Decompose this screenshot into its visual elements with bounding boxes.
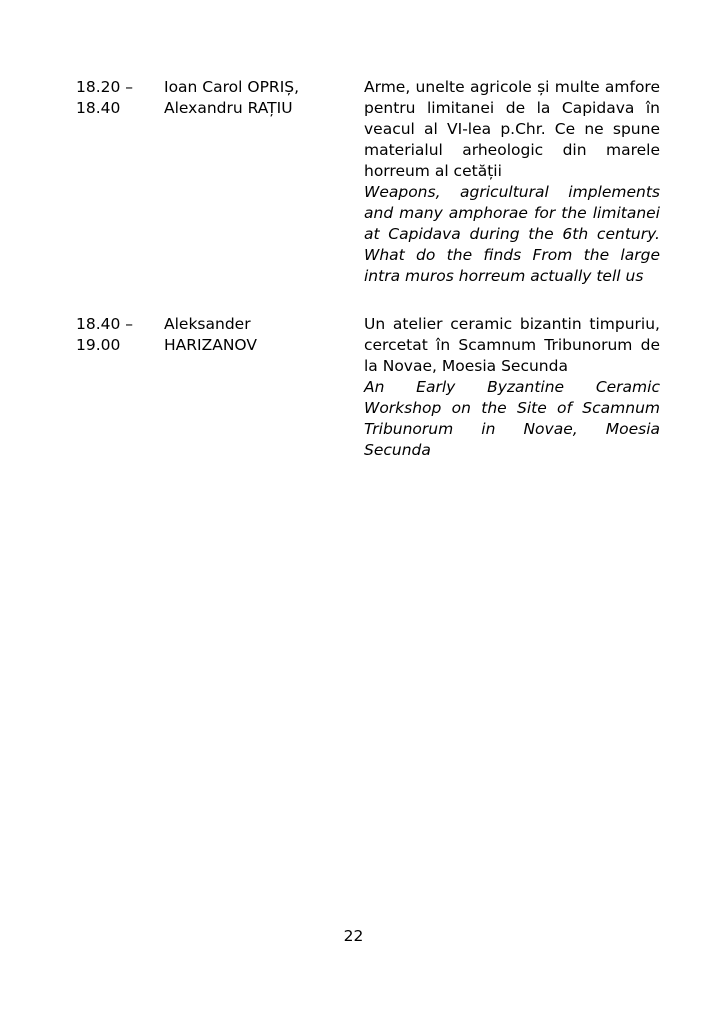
time-start: 18.40 – — [76, 315, 134, 333]
title-line: Weapons, agricultural implements — [364, 183, 660, 201]
session-time — [76, 314, 160, 356]
talk-title-romanian — [364, 314, 660, 377]
title-line: Secunda — [364, 441, 431, 459]
title-line: and many amphorae for the limitanei — [364, 204, 660, 222]
title-line: What do the finds From the large — [364, 246, 660, 264]
speaker-name: Ioan Carol OPRIȘ, — [164, 78, 300, 96]
time-start: 18.20 – — [76, 78, 134, 96]
talk-title-english — [364, 182, 660, 287]
title-line: materialul arheologic din marele — [364, 141, 660, 159]
title-line: veacul al VI-lea p.Chr. Ce ne spune — [364, 120, 660, 138]
title-line: Workshop on the Site of Scamnum — [364, 399, 660, 417]
speaker-name: Aleksander — [164, 315, 251, 333]
title-line: cercetat în Scamnum Tribunorum de — [364, 336, 660, 354]
title-line: Un atelier ceramic bizantin timpuriu, — [364, 315, 660, 333]
title-line: at Capidava during the 6th century. — [364, 225, 660, 243]
title-line: Tribunorum in Novae, Moesia — [364, 420, 660, 438]
time-end: 18.40 — [76, 99, 121, 117]
talk-title — [364, 314, 660, 461]
title-line: An Early Byzantine Ceramic — [364, 378, 660, 396]
talk-title-romanian — [364, 77, 660, 182]
title-line: la Novae, Moesia Secunda — [364, 357, 568, 375]
title-line: Arme, unelte agricole și multe amfore — [364, 78, 660, 96]
speaker-name: Alexandru RAȚIU — [164, 99, 293, 117]
talk-title — [364, 77, 660, 287]
speaker-name: HARIZANOV — [164, 336, 257, 354]
session-time — [76, 77, 160, 119]
title-line: horreum al cetății — [364, 162, 502, 180]
title-line: intra muros horreum actually tell us — [364, 267, 644, 285]
speaker-names — [164, 77, 354, 119]
page-number: 22 — [343, 927, 364, 945]
speaker-names — [164, 314, 354, 356]
time-end: 19.00 — [76, 336, 121, 354]
talk-title-english — [364, 377, 660, 461]
title-line: pentru limitanei de la Capidava în — [364, 99, 660, 117]
